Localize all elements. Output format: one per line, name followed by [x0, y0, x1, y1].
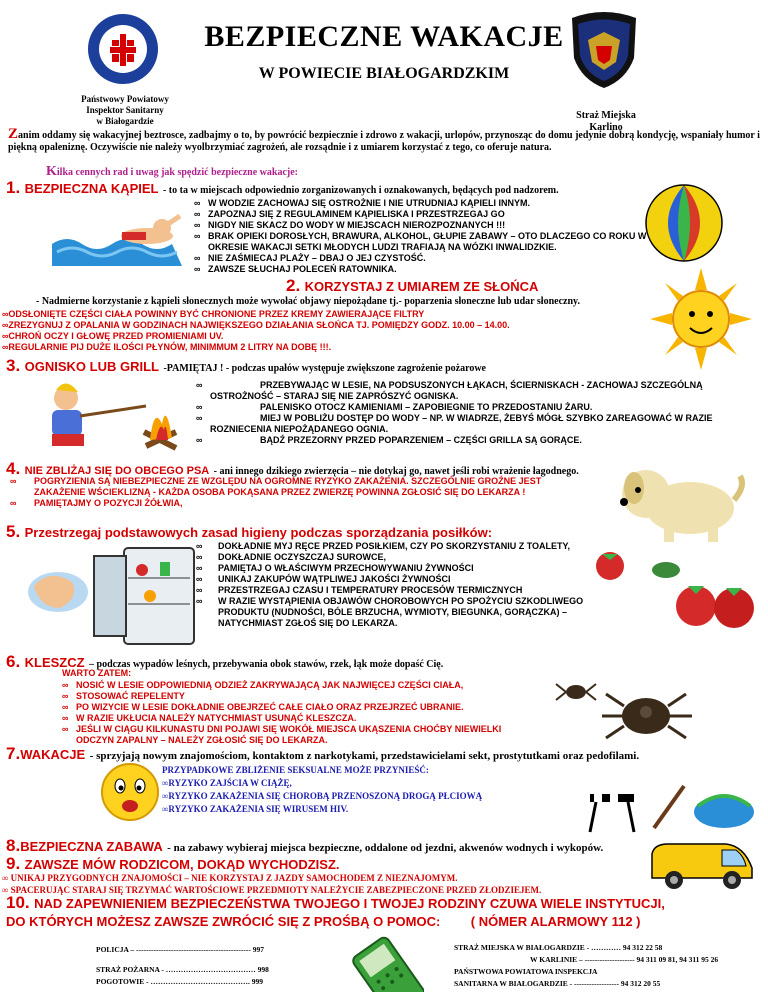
- section-1-heading: [6, 178, 646, 198]
- left-org-line: w Białogardzie: [96, 116, 154, 126]
- city-guard-badge-icon: [566, 10, 642, 90]
- list-item: ∞ BRAK OPIEKI DOROSŁYCH, BRAWURA, ALKOHOL, GŁUPIE ZABAWY – OTO DLACZEGO CO ROKU W OKRESIE WAKACJI SETKI MŁODYCH LUDZI TRAFIAJĄ NA WÓZKI INWALIDZKIE.: [194, 231, 654, 253]
- section-label: OGNISKO LUB GRILL: [24, 359, 159, 374]
- intro-dropcap: Z: [8, 126, 19, 142]
- right-org-line: Karlino: [589, 122, 623, 133]
- mobile-phone-icon: [334, 934, 424, 992]
- section-9-list: [2, 872, 622, 896]
- section-rest: - na zabawy wybieraj miejsca bezpieczne, oddalone od jezdni, akwenów wodnych i wykopów.: [167, 842, 604, 854]
- intro-paragraph: [8, 128, 760, 154]
- list-item: ∞ NOSIĆ W LESIE ODPOWIEDNIĄ ODZIEŻ ZAKRYWAJĄCĄ JAK NAJWIĘCEJ CZĘŚCI CIAŁA,: [62, 680, 522, 691]
- tips-dropcap: K: [46, 164, 57, 179]
- list-item: ∞CHROŃ OCZY I GŁOWĘ PRZED PROMIENIAMI UV.: [2, 331, 224, 341]
- section-rest: - to ta w miejscach odpowiednio zorganizowanych i oznakowanych, będących pod nadzorem.: [162, 185, 559, 196]
- list-item: ∞RYZYKO ZAKAŻENIA SIĘ CHOROBĄ PRZENOSZONĄ DROGĄ PŁCIOWĄ: [162, 791, 483, 801]
- section-rest: - ani innego dzikiego zwierzęcia – nie dotykaj go, nawet jeśli robi wrażenie łagodnego.: [213, 466, 579, 477]
- section-10-heading: [6, 894, 766, 931]
- van-icon: [648, 838, 758, 894]
- fridge-and-hands-icon: [20, 538, 210, 648]
- section-number: 8.: [6, 836, 21, 855]
- section-label: Przestrzegaj podstawowych zasad higieny podczas sporządzania posiłków:: [24, 525, 493, 540]
- section-number: 3.: [6, 356, 21, 375]
- list-item: ∞ STOSOWAĆ REPELENTY: [62, 691, 522, 702]
- construction-barrier-icon: [584, 776, 760, 836]
- list-item: ∞ NIGDY NIE SKACZ DO WODY W MIEJSCACH NIEROZPOZNANYCH !!!: [194, 220, 654, 231]
- section-number: 6.: [6, 652, 21, 671]
- list-item: ∞ JEŚLI W CIĄGU KILKUNASTU DNI POJAWI SIĘ WOKÓŁ MIEJSCA UKĄSZENIA CHOĆBY NIEWIELKI ODCZYN ZAPALNY – NALEŻY ZGŁOSIĆ SIĘ DO LEKARZA.: [62, 724, 522, 746]
- list-item: ∞RYZYKO ZAKAŻENIA SIĘ WIRUSEM HIV.: [162, 804, 349, 814]
- campfire-icon: [36, 376, 186, 456]
- campfire-illustration: [36, 376, 186, 456]
- section-6-warto: WARTO ZATEM:: [62, 668, 132, 678]
- list-item: ∞ MIEJ W POBLIŻU DOSTĘP DO WODY – NP. W WIADRZE, ŻEBYŚ MÓGŁ SZYBKO ZAREAGOWAĆ W RAZIE ROZNIECENIA NIEPOŻĄDANEGO OGNIA.: [196, 413, 736, 435]
- section-4-list: [10, 476, 570, 509]
- footer-left: [96, 944, 316, 988]
- city-guard-bialogard: STRAŻ MIEJSKA W BIAŁOGARDZIE - ………… 94 312 22 58: [454, 943, 663, 952]
- list-item: ∞ PRZESTRZEGAJ CZASU I TEMPERATURY PROCESÓW TERMICZNYCH: [196, 585, 616, 596]
- section-9-heading: [6, 854, 566, 874]
- sun-icon: [650, 268, 752, 370]
- list-item: ∞ BĄDŹ PRZEZORNY PRZED POPARZENIEM – CZĘŚCI GRILLA SĄ GORĄCE.: [196, 435, 736, 446]
- left-org-line: Państwowy Powiatowy: [81, 94, 169, 104]
- kitchen-illustration: [20, 538, 210, 648]
- section-number: 4.: [6, 459, 21, 478]
- section-label: WAKACJE: [20, 747, 86, 762]
- tips-text: ilka cennych rad i uwag jak spędzić bezpieczne wakacje:: [56, 167, 298, 178]
- sanitary-inspection-line1: PAŃSTWOWA POWIATOWA INSPEKCJA: [454, 967, 598, 976]
- tomatoes-icon: [584, 548, 760, 636]
- section-label: NIE ZBLIŻAJ SIĘ DO OBCEGO PSA: [24, 465, 210, 477]
- section-1-list: [194, 198, 654, 275]
- section-number: 10.: [6, 893, 30, 912]
- vegetables-illustration: [584, 548, 760, 636]
- right-org-line: Straż Miejska: [576, 110, 636, 121]
- list-item: ∞ PALENISKO OTOCZ KAMIENIAMI – ZAPOBIEGNIE TO PRZEDOSTANIU ŻARU.: [196, 402, 736, 413]
- list-item: ∞ W WODZIE ZACHOWAJ SIĘ OSTROŻNIE I NIE UTRUDNIAJ KĄPIELI INNYM.: [194, 198, 654, 209]
- police-number: POLICJA – ---------------------------------------------- 997: [96, 945, 265, 954]
- tick-illustration: [548, 676, 698, 746]
- list-item: ∞ UNIKAJ PRZYGODNYCH ZNAJOMOŚCI – NIE KORZYSTAJ Z JAZDY SAMOCHODEM Z NIEZNAJOMYM.: [2, 873, 458, 883]
- section-label: BEZPIECZNA KĄPIEL: [24, 181, 159, 196]
- construction-illustration: [584, 776, 760, 836]
- section-3-heading: [6, 356, 646, 376]
- phone-illustration: [334, 934, 424, 992]
- sanitary-inspection-line2: SANITARNA W BIAŁOGARDZIE - ------------------ 94 312 20 55: [454, 979, 661, 988]
- intro-text: anim oddamy się wakacyjnej beztrosce, zadbajmy o to, by powrócić bezpiecznie i zdrowo z wakacji, urlopów, przynosząc do domu jedynie dobrą kondycję, wspaniały humor i piękną opaleniznę. Oczywiście nie należy wyolbrzymiać zagrożeń, ale rozsądnie i z umiarem korzystać z tego, co oferuje natura.: [8, 130, 760, 153]
- list-item: ∞ ZAWSZE SŁUCHAJ POLECEŃ RATOWNIKA.: [194, 264, 654, 275]
- sun-illustration: [650, 268, 752, 370]
- list-item: ∞ PRZEBYWAJĄC W LESIE, NA PODSUSZONYCH ŁĄKACH, ŚCIERNISKACH - ZACHOWAJ SZCZEGÓLNĄ OSTROŻNOŚĆ – STARAJ SIĘ NIE ZAPRÓSZYĆ OGNISKA.: [196, 380, 736, 402]
- list-item: ∞ W RAZIE WYSTĄPIENIA OBJAWÓW CHOROBOWYCH PO SPOŻYCIU SZKODLIWEGO PRODUKTU (NUDNOŚCI, BÓLE BRZUCHA, WYMIOTY, BIEGUNKA, GORĄCZKA) – NATYCHMIAST ZGŁOŚ SIĘ DO LEKARZA.: [196, 596, 616, 629]
- section-2-heading: [286, 276, 538, 296]
- page-subtitle: W POWIECIE BIAŁOGARDZKIM: [258, 65, 510, 82]
- section-2-list: [2, 309, 642, 353]
- list-item: ∞ PO WIZYCIE W LESIE DOKŁADNIE OBEJRZEĆ CAŁE CIAŁO ORAZ PRZEJRZEĆ UBRANIE.: [62, 702, 522, 713]
- section-number: 9.: [6, 854, 21, 873]
- section-number: 7.: [6, 744, 21, 763]
- section-label: BEZPIECZNA ZABAWA: [20, 839, 163, 854]
- beach-ball-illustration: [642, 180, 726, 266]
- list-item: ∞REGULARNIE PIJ DUŻE ILOŚCI PŁYNÓW, MINIMMUM 2 LITRY NA DOBĘ !!!.: [2, 342, 332, 352]
- emergency-number: ( NÓMER ALARMOWY 112 ): [470, 914, 641, 929]
- beach-ball-icon: [642, 180, 726, 266]
- section-7-box-heading: PRZYPADKOWE ZBLIŻENIE SEKSUALNE MOŻE PRZYNIEŚĆ:: [162, 765, 429, 775]
- section-3-list: [196, 380, 736, 446]
- dog-illustration: [608, 456, 748, 546]
- section-6-list: [62, 680, 522, 746]
- list-item: ∞ODSŁONIĘTE CZĘŚCI CIAŁA POWINNY BYĆ CHRONIONE PRZEZ KREMY ZAWIERAJĄCE FILTRY: [2, 309, 425, 319]
- section-7-heading: [6, 744, 766, 764]
- section-number: 5.: [6, 522, 21, 541]
- smiley-illustration: [100, 762, 160, 822]
- list-item: ∞ ZAPOZNAJ SIĘ Z REGULAMINEM KĄPIELISKA I PRZESTRZEGAJ GO: [194, 209, 654, 220]
- list-item: ∞RYZYKO ZAJŚCIA W CIĄŻĘ,: [162, 778, 292, 788]
- section-2-rest: - Nadmierne korzystanie z kąpieli słonecznych może wywołać objawy niepożądane tj.- poparzenia słoneczne lub udar słoneczny.: [36, 296, 580, 307]
- section-number: 2.: [286, 276, 301, 295]
- ambulance-number: POGOTOWIE - …………………………………. 999: [96, 977, 263, 986]
- section-rest: - sprzyjają nowym znajomościom, kontaktom z narkotykami, przedstawicielami sekt, prostytutkami oraz pedofilami.: [89, 750, 640, 762]
- section-rest: – podczas wypadów leśnych, przebywania obok stawów, rzek, łąk może dopaść Cię.: [89, 659, 444, 670]
- fire-number: STRAŻ POŻARNA - ……………………………… 998: [96, 965, 269, 974]
- tick-icon: [548, 676, 698, 746]
- section-label: NAD ZAPEWNIENIEM BEZPIECZEŃSTWA TWOJEGO I TWOJEJ RODZINY CZUWA WIELE INSTYTUCJI,: [34, 896, 665, 911]
- list-item: ∞ POGRYZIENIA SĄ NIEBEZPIECZNE ZE WZGLĘDU NA OGROMNE RYZYKO ZAKAŻENIA. SZCZEGÓLNIE GROŹNE JEST ZAKAŻENIE WŚCIEKLIZNĄ - KAŻDA OSOBA POKĄSANA PRZEZ ZWIERZĘ POWINNA ZGŁOSIĆ SIĘ DO LEKARZA !: [10, 476, 570, 498]
- list-item: ∞ SPACERUJĄC STARAJ SIĘ TRZYMAĆ WARTOŚCIOWE PRZEDMIOTY NALEŻYCIE ZABEZPIECZONE PRZED ZŁODZIEJEM.: [2, 885, 542, 895]
- list-item: ∞ W RAZIE UKŁUCIA NALEŻY NATYCHMIAST USUNĄĆ KLESZCZA.: [62, 713, 522, 724]
- section-7-box: [162, 764, 582, 816]
- swimmer-illustration: [52, 206, 182, 266]
- list-item: ∞ZREZYGNUJ Z OPALANIA W GODZINACH NAJWIĘKSZEGO DZIAŁANIA SŁOŃCA TJ. POMIĘDZY GODZ. 10.00 – 14.00.: [2, 320, 510, 330]
- footer-right: [454, 942, 766, 990]
- section-label-2: DO KTÓRYCH MOŻESZ ZAWSZE ZWRÓCIĆ SIĘ Z PROŚBĄ O POMOC:: [6, 914, 441, 929]
- section-label: KORZYSTAJ Z UMIAREM ZE SŁOŃCA: [304, 279, 539, 294]
- list-item: ∞ UNIKAJ ZAKUPÓW WĄTPLIWEJ JAKOŚCI ŻYWNOŚCI: [196, 574, 616, 585]
- page-title: BEZPIECZNE WAKACJE: [204, 20, 564, 53]
- city-guard-karlino: W KARLINIE – -------------------- 94 311 09 81, 94 311 95 26: [530, 955, 719, 964]
- section-label: KLESZCZ: [24, 655, 85, 670]
- left-org: [60, 94, 190, 127]
- list-item: ∞ NIE ZAŚMIECAJ PLAŻY – DBAJ O JEJ CZYSTOŚĆ.: [194, 253, 654, 264]
- list-item: ∞ PAMIĘTAJMY O POZYCJI ŻÓŁWIA,: [10, 498, 570, 509]
- list-item: ∞ DOKŁADNIE OCZYSZCZAJ SUROWCE,: [196, 552, 616, 563]
- smiley-face-icon: [100, 762, 160, 822]
- right-logo: [566, 10, 642, 90]
- dog-icon: [608, 456, 748, 546]
- list-item: ∞ PAMIĘTAJ O WŁAŚCIWYM PRZECHOWYWANIU ŻYWNOŚCI: [196, 563, 616, 574]
- section-5-list: [196, 541, 616, 629]
- section-rest: -PAMIĘTAJ ! - podczas upałów występuje zwiększone zagrożenie pożarowe: [163, 363, 486, 374]
- left-org-line: Inspektor Sanitarny: [86, 105, 164, 115]
- section-label: ZAWSZE MÓW RODZICOM, DOKĄD WYCHODZISZ.: [24, 857, 340, 872]
- van-illustration: [648, 838, 758, 894]
- list-item: ∞ DOKŁADNIE MYJ RĘCE PRZED POSIŁKIEM, CZY PO SKORZYSTANIU Z TOALETY,: [196, 541, 616, 552]
- section-number: 1.: [6, 178, 21, 197]
- swimmer-icon: [52, 206, 182, 266]
